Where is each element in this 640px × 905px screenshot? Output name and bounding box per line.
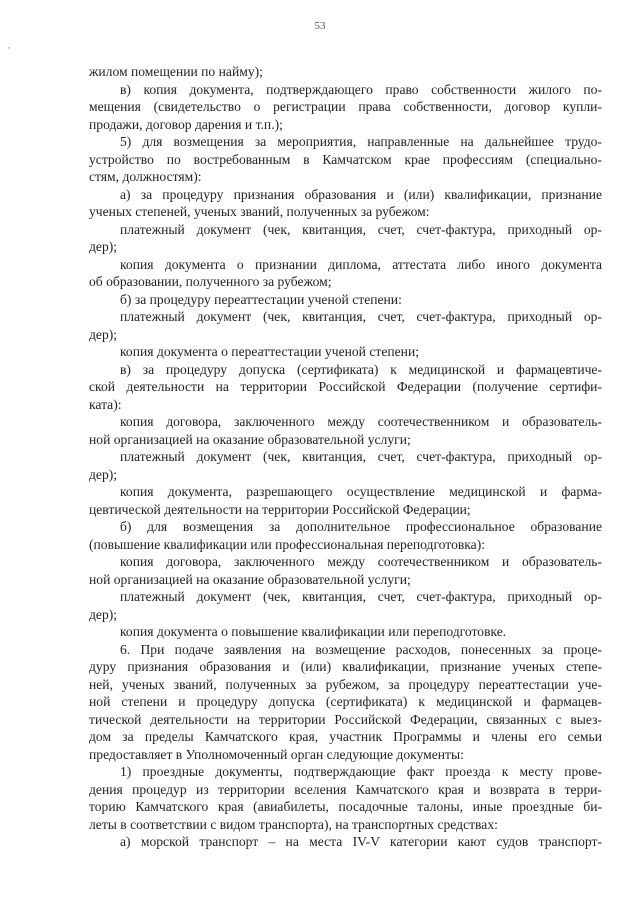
text-line: устройство по востребованным в Камчатском крае профессиям (специально-	[89, 151, 602, 167]
text-line: ной степени и процедуру допуска (сертификата) к медицинской и фармацев-	[89, 694, 602, 709]
text-line: ской деятельности на территории Российской Федерации (получение сертифи-	[89, 379, 602, 394]
text-line: дер);	[89, 466, 118, 482]
text-line: предоставляет в Уполномоченный орган следующие документы:	[89, 746, 464, 762]
text-line: ной организацией на оказание образовательной услуги;	[89, 571, 411, 587]
text-line: ней, ученых званий, полученных за рубежом, за процедуру переаттестации уче-	[89, 676, 602, 692]
text-line: копия документа о переаттестации ученой степени;	[120, 344, 419, 359]
text-line: в) за процедуру допуска (сертификата) к медицинской и фармацевтиче-	[120, 361, 602, 377]
text-line: копия договора, заключенного между соотечественником и образователь-	[120, 554, 602, 569]
text-line: платежный документ (чек, квитанция, счет, счет-фактура, приходный ор-	[120, 309, 602, 324]
text-line: дуру признания образования и (или) квалификации, признание ученых степе-	[89, 659, 602, 674]
text-line: ной организацией на оказание образовательной услуги;	[89, 431, 411, 447]
text-line: дения процедур из территории вселения Камчатского края и возврата в терри-	[89, 781, 602, 797]
text-line: копия договора, заключенного между соотечественником и образователь-	[120, 414, 602, 429]
text-line: торию Камчатского края (авиабилеты, посадочные талоны, иные проездные би-	[89, 799, 602, 814]
text-line: а) морской транспорт – на места IV-V категории кают судов транспорт-	[120, 834, 602, 849]
text-line: ката):	[89, 396, 122, 412]
text-line: жилом помещении по найму);	[89, 64, 263, 79]
page-number: 53	[314, 20, 326, 32]
text-line: платежный документ (чек, квитанция, счет, счет-фактура, приходный ор-	[120, 589, 602, 604]
text-line: платежный документ (чек, квитанция, счет, счет-фактура, приходный ор-	[120, 449, 602, 464]
text-line: леты в соответствии с видом транспорта), на транспортных средствах:	[89, 816, 498, 832]
text-line: 1) проездные документы, подтверждающие факт проезда к месту прове-	[120, 764, 602, 779]
text-line: дер);	[89, 606, 118, 622]
text-line: б) за процедуру переаттестации ученой степени:	[120, 291, 402, 307]
text-line: б) для возмещения за дополнительное профессиональное образование	[120, 519, 602, 534]
text-line: 6. При подаче заявления на возмещение расходов, понесенных за проце-	[120, 641, 602, 657]
text-line: в) копия документа, подтверждающего право собственности жилого по-	[120, 81, 602, 97]
text-line: а) за процедуру признания образования и (или) квалификации, признание	[120, 186, 602, 202]
text-line: стям, должностям):	[89, 169, 202, 184]
text-line: копия документа, разрешающего осуществление медицинской и фарма-	[120, 484, 602, 499]
text-line: дом за пределы Камчатского края, участник Программы и члены его семьи	[89, 729, 602, 744]
text-line: дер);	[89, 239, 118, 254]
text-line: ученых степеней, ученых званий, полученных за рубежом:	[89, 204, 430, 219]
text-line: дер);	[89, 326, 118, 342]
text-line: об образовании, полученного за рубежом;	[89, 274, 332, 289]
margin-mark: '	[8, 46, 10, 57]
text-line: копия документа о признании диплома, аттестата либо иного документа	[120, 256, 602, 272]
document-text	[89, 63, 602, 851]
text-line: продажи, договор дарения и т.п.);	[89, 116, 283, 132]
text-line: цевтической деятельности на территории Российской Федерации;	[89, 501, 471, 517]
text-line: платежный документ (чек, квитанция, счет, счет-фактура, приходный ор-	[120, 221, 602, 237]
text-line: мещения (свидетельство о регистрации права собственности, договор купли-	[89, 99, 602, 114]
text-line: (повышение квалификации или профессиональная переподготовка):	[89, 536, 486, 552]
text-line: копия документа о повышение квалификации или переподготовке.	[120, 624, 507, 639]
text-line: 5) для возмещения за мероприятия, направленные на дальнейшее трудо-	[120, 134, 602, 149]
text-line: тической деятельности на территории Российской Федерации, связанных с выез-	[89, 711, 602, 727]
